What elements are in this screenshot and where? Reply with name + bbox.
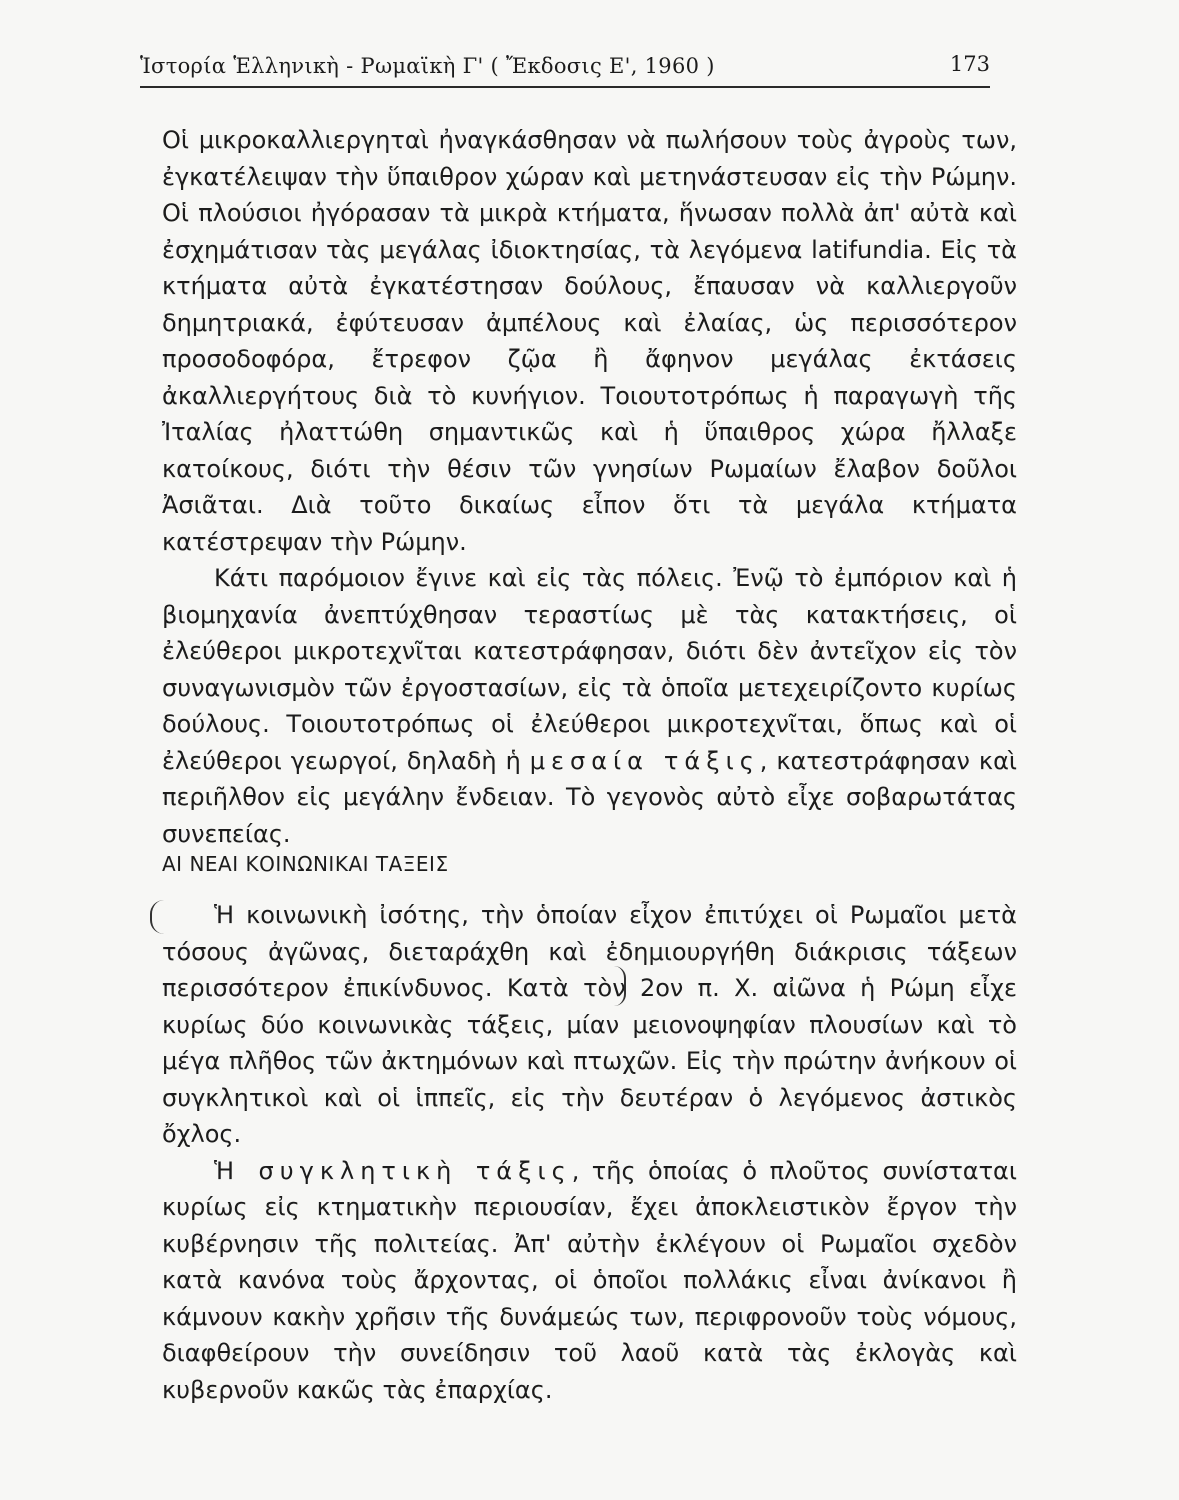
paragraph-cities-part2: , κατεστράφησαν καὶ περιῆλθον εἰς μεγάλην ἔνδειαν. Τὸ γεγονὸς αὐτὸ εἶχε σοβαρωτάτας συνεπείας. xyxy=(162,746,1018,848)
emphasis-middle-class: μεσαία τάξις xyxy=(529,746,760,775)
header-rule xyxy=(140,86,990,88)
paragraph-social-equality: Ἡ κοινωνικὴ ἰσότης, τὴν ὁποίαν εἶχον ἐπιτύχει οἱ Ρωμαῖοι μετὰ τόσους ἀγῶνας, διεταράχθη καὶ ἐδημιουργήθη διάκρισις τάξεων περισσότερον ἐπικίνδυνος. Κατὰ τὸν 2ον π. Χ. αἰῶνα ἡ Ρώμη εἶχε κυρίως δύο κοινωνικὰς τάξεις, μίαν μειονοψηφίαν πλουσίων καὶ τὸ μέγα πλῆθος τῶν ἀκτημόνων καὶ πτωχῶν. Εἰς τὴν πρώτην ἀνήκουν οἱ συγκλητικοὶ καὶ οἱ ἱππεῖς, εἰς τὴν δευτέραν ὁ λεγόμενος ἀστικὸς ὄχλος. xyxy=(162,901,1017,1148)
text-block-classes xyxy=(162,897,1017,1408)
paragraph-senatorial-class xyxy=(162,1153,1017,1409)
running-header xyxy=(140,52,990,92)
section-heading: ΑΙ ΝΕΑΙ ΚΟΙΝΩΝΙΚΑΙ ΤΑΞΕΙΣ xyxy=(162,852,449,876)
paragraph-cities-part1: Κάτι παρόμοιον ἔγινε καὶ εἰς τὰς πόλεις. Ἐνῷ τὸ ἐμπόριον καὶ ἡ βιομηχανία ἀνεπτύχθησαν τεραστίως μὲ τὰς κατακτήσεις, οἱ ἐλεύθεροι μικροτεχνῖται κατεστράφησαν, διότι δὲν ἀντεῖχον εἰς τὸν συναγωνισμὸν τῶν ἐργοστασίων, εἰς τὰ ὁποῖα μετεχειρίζοντο κυρίως δούλους. Τοιουτοτρόπως οἱ ἐλεύθεροι μικροτεχνῖται, ὅπως καὶ οἱ ἐλεύθεροι γεωργοί, δηλαδὴ ἡ xyxy=(162,564,1017,775)
running-title: Ἱστορία Ἑλληνικὴ - Ρωμαϊκὴ Γ' ( Ἔκδοσις Ε', 1960 ) xyxy=(140,54,715,78)
emphasis-senatorial-class: Ἡ συγκλητικὴ τάξις xyxy=(214,1156,572,1185)
page-number: 173 xyxy=(949,52,990,76)
paragraph-senatorial-rest: , τῆς ὁποίας ὁ πλοῦτος συνίσταται κυρίως εἰς κτηματικὴν περιουσίαν, ἔχει ἀποκλειστικὸν ἔργον τὴν κυβέρνησιν τῆς πολιτείας. Ἀπ' αὐτὴν ἐκλέγουν οἱ Ρωμαῖοι σχεδὸν κατὰ κανόνα τοὺς ἄρχοντας, οἱ ὁποῖοι πολλάκις εἶναι ἀνίκανοι ἢ κάμνουν κακὴν χρῆσιν τῆς δυνάμεώς των, περιφρονοῦν τοὺς νόμους, διαφθείρουν τὴν συνείδησιν τοῦ λαοῦ κατὰ τὰς ἐκλογὰς καὶ κυβερνοῦν κακῶς τὰς ἐπαρχίας. xyxy=(162,1156,1018,1404)
paragraph-cities xyxy=(162,560,1017,852)
text-block-land xyxy=(162,122,1017,852)
paragraph-latifundia: Οἱ μικροκαλλιεργηταὶ ἠναγκάσθησαν νὰ πωλήσουν τοὺς ἀγροὺς των, ἐγκατέλειψαν τὴν ὕπαιθρον χώραν καὶ μετηνάστευσαν εἰς τὴν Ρώμην. Οἱ πλούσιοι ἠγόρασαν τὰ μικρὰ κτήματα, ἥνωσαν πολλὰ ἀπ' αὐτὰ καὶ ἐσχημάτισαν τὰς μεγάλας ἰδιοκτησίας, τὰ λεγόμενα latifundia. Εἰς τὰ κτήματα αὐτὰ ἐγκατέστησαν δούλους, ἔπαυσαν νὰ καλλιεργοῦν δημητριακά, ἐφύτευσαν ἀμπέλους καὶ ἐλαίας, ὡς περισσότερον προσοδοφόρα, ἔτρεφον ζῷα ἢ ἄφηνον μεγάλας ἐκτάσεις ἀκαλλιεργήτους διὰ τὸ κυνήγιον. Τοιουτοτρόπως ἡ παραγωγὴ τῆς Ἰταλίας ἠλαττώθη σημαντικῶς καὶ ἡ ὕπαιθρος χώρα ἤλλαξε κατοίκους, διότι τὴν θέσιν τῶν γνησίων Ρωμαίων ἔλαβον δοῦλοι Ἀσιᾶται. Διὰ τοῦτο δικαίως εἶπον ὅτι τὰ μεγάλα κτήματα κατέστρεψαν τὴν Ρώμην. xyxy=(162,126,1017,556)
